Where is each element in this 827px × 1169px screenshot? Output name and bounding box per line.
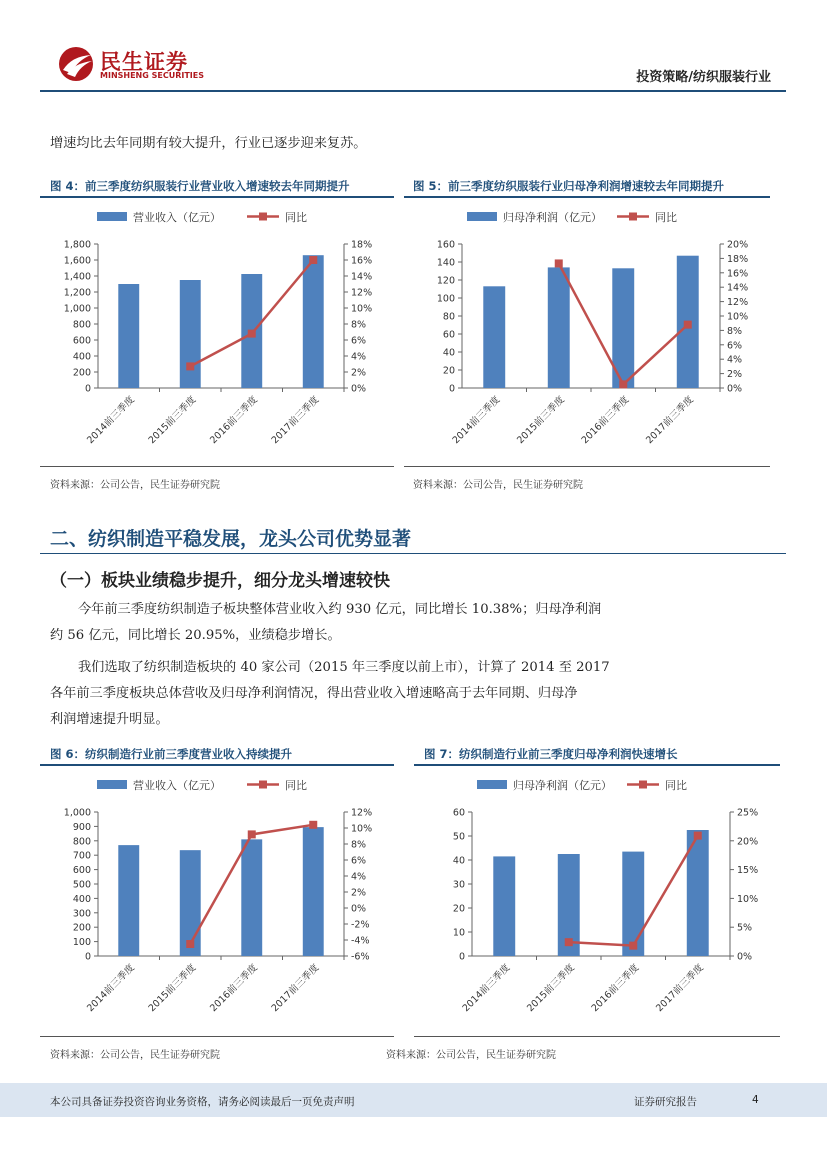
para2-line3: 利润增速提升明显。 bbox=[50, 712, 169, 727]
y-tick-label: 200 bbox=[72, 922, 91, 934]
y-tick-label: 500 bbox=[72, 879, 91, 891]
y-tick-label: 160 bbox=[436, 239, 455, 251]
para2-line2: 各年前三季度板块总体营收及归母净利润情况，得出营业收入增速略高于去年同期、归母净 bbox=[50, 686, 578, 701]
section-heading-rule bbox=[40, 553, 786, 554]
x-tick-label: 2016前三季度 bbox=[208, 962, 260, 1015]
bar bbox=[493, 856, 515, 956]
company-logo bbox=[58, 44, 208, 84]
y-tick-label: 1,400 bbox=[63, 271, 91, 283]
y-tick-label: 80 bbox=[442, 311, 455, 323]
y2-tick-label: 0% bbox=[351, 903, 367, 915]
legend-bar-swatch bbox=[477, 780, 507, 789]
yoy-point bbox=[565, 938, 573, 946]
y-tick-label: 400 bbox=[72, 893, 91, 905]
y-tick-label: 600 bbox=[72, 865, 91, 877]
y2-tick-label: 10% bbox=[351, 823, 373, 835]
y2-tick-label: 5% bbox=[737, 922, 753, 934]
footer-disclaimer: 本公司具备证券投资咨询业务资格，请务必阅读最后一页免责声明 bbox=[50, 1096, 355, 1108]
yoy-point bbox=[186, 940, 194, 948]
legend-bar-swatch bbox=[97, 780, 127, 789]
y-tick-label: 20 bbox=[442, 365, 455, 377]
x-tick-label: 2017前三季度 bbox=[644, 394, 696, 447]
y-tick-label: 200 bbox=[72, 367, 91, 379]
header-section-label: 投资策略/纺织服装行业 bbox=[636, 70, 771, 85]
x-tick-label: 2014前三季度 bbox=[85, 394, 137, 447]
legend-bar-swatch bbox=[97, 212, 127, 221]
y2-tick-label: 25% bbox=[737, 807, 759, 819]
fig5-bottom-rule bbox=[404, 466, 770, 467]
y2-tick-label: -2% bbox=[351, 919, 370, 931]
header-divider bbox=[40, 90, 786, 92]
x-tick-label: 2014前三季度 bbox=[460, 962, 513, 1015]
y2-tick-label: 4% bbox=[351, 871, 367, 883]
y-tick-label: 0 bbox=[448, 383, 455, 395]
legend-bar-label: 营业收入（亿元） bbox=[133, 779, 221, 792]
y-tick-label: 0 bbox=[458, 951, 465, 963]
y2-tick-label: 14% bbox=[727, 282, 749, 294]
y2-tick-label: 16% bbox=[727, 268, 749, 280]
y-tick-label: 800 bbox=[72, 319, 91, 331]
legend-line-label: 同比 bbox=[665, 779, 687, 792]
legend-line-marker bbox=[259, 781, 267, 789]
legend-bar-label: 营业收入（亿元） bbox=[133, 211, 221, 224]
y-tick-label: 600 bbox=[72, 335, 91, 347]
bar bbox=[118, 845, 139, 956]
y2-tick-label: 8% bbox=[351, 319, 367, 331]
y2-tick-label: 16% bbox=[351, 255, 373, 267]
y2-tick-label: 0% bbox=[737, 951, 753, 963]
y-tick-label: 1,000 bbox=[63, 303, 91, 315]
fig7-source: 资料来源：公司公告，民生证券研究院 bbox=[386, 1050, 556, 1061]
y2-tick-label: 18% bbox=[727, 253, 749, 265]
x-tick-label: 2015前三季度 bbox=[146, 962, 199, 1015]
x-tick-label: 2017前三季度 bbox=[269, 962, 322, 1015]
legend-line-label: 同比 bbox=[285, 211, 307, 224]
legend-bar-label: 归母净利润（亿元） bbox=[513, 779, 612, 792]
x-tick-label: 2016前三季度 bbox=[589, 962, 642, 1015]
y-tick-label: 120 bbox=[436, 275, 455, 287]
section-heading: 二、纺织制造平稳发展，龙头公司优势显著 bbox=[50, 528, 412, 550]
y2-tick-label: 0% bbox=[727, 383, 743, 395]
para1-line2: 约 56 亿元，同比增长 20.95%，业绩稳步增长。 bbox=[50, 628, 341, 643]
fig4-title: 图 4：前三季度纺织服装行业营业收入增速较去年同期提升 bbox=[50, 179, 350, 193]
y-tick-label: 1,000 bbox=[63, 807, 91, 819]
x-tick-label: 2017前三季度 bbox=[654, 962, 706, 1015]
y-tick-label: 140 bbox=[436, 257, 455, 269]
bar bbox=[303, 255, 324, 388]
legend-bar-label: 归母净利润（亿元） bbox=[503, 211, 602, 224]
yoy-point bbox=[309, 256, 317, 264]
y2-tick-label: 12% bbox=[351, 287, 373, 299]
bar bbox=[241, 839, 262, 956]
y-tick-label: 400 bbox=[72, 351, 91, 363]
yoy-point bbox=[629, 942, 637, 950]
bar bbox=[622, 852, 644, 956]
y2-tick-label: 18% bbox=[351, 239, 373, 251]
bar bbox=[483, 286, 505, 388]
y2-tick-label: 12% bbox=[727, 297, 749, 309]
y2-tick-label: 4% bbox=[351, 351, 367, 363]
x-tick-label: 2016前三季度 bbox=[579, 394, 632, 447]
bar bbox=[548, 267, 570, 388]
yoy-point bbox=[555, 259, 563, 267]
y2-tick-label: -4% bbox=[351, 935, 370, 947]
yoy-point bbox=[186, 362, 194, 370]
para1-line1: 今年前三季度纺织制造子板块整体营业收入约 930 亿元，同比增长 10.38%；归母净利润 bbox=[78, 602, 602, 617]
y-tick-label: 1,800 bbox=[63, 239, 91, 251]
y-tick-label: 40 bbox=[442, 347, 455, 359]
fig7-title: 图 7：纺织制造行业前三季度归母净利润快速增长 bbox=[424, 747, 678, 761]
legend-line-label: 同比 bbox=[285, 779, 307, 792]
fig6-source: 资料来源：公司公告，民生证券研究院 bbox=[50, 1050, 220, 1061]
fig5-title: 图 5：前三季度纺织服装行业归母净利润增速较去年同期提升 bbox=[413, 179, 725, 193]
y2-tick-label: 10% bbox=[727, 311, 749, 323]
fig6-title: 图 6：纺织制造行业前三季度营业收入持续提升 bbox=[50, 747, 293, 761]
x-tick-label: 2015前三季度 bbox=[515, 394, 567, 447]
y-tick-label: 50 bbox=[452, 831, 465, 843]
y-tick-label: 40 bbox=[452, 855, 465, 867]
y-tick-label: 1,600 bbox=[63, 255, 91, 267]
y2-tick-label: 20% bbox=[727, 239, 749, 251]
yoy-point bbox=[248, 330, 256, 338]
y2-tick-label: 2% bbox=[351, 887, 367, 899]
page-number: 4 bbox=[752, 1094, 759, 1106]
y-tick-label: 20 bbox=[452, 903, 465, 915]
fig7-chart bbox=[414, 766, 780, 1034]
logo-emblem-icon bbox=[58, 46, 96, 82]
y2-tick-label: 15% bbox=[737, 865, 759, 877]
y-tick-label: 700 bbox=[72, 850, 91, 862]
y2-tick-label: 14% bbox=[351, 271, 373, 283]
x-tick-label: 2016前三季度 bbox=[208, 394, 260, 447]
yoy-point bbox=[619, 380, 627, 388]
fig4-bottom-rule bbox=[40, 466, 394, 467]
y-tick-label: 100 bbox=[72, 937, 91, 949]
y2-tick-label: 8% bbox=[351, 839, 367, 851]
bar bbox=[303, 827, 324, 956]
legend-bar-swatch bbox=[467, 212, 497, 221]
y2-tick-label: 10% bbox=[351, 303, 373, 315]
y-tick-label: 60 bbox=[452, 807, 465, 819]
para2-line1: 我们选取了纺织制造板块的 40 家公司（2015 年三季度以前上市），计算了 2014 至 2017 bbox=[78, 660, 610, 675]
yoy-point bbox=[309, 821, 317, 829]
y2-tick-label: 20% bbox=[737, 836, 759, 848]
logo-text-en: MINSHENG SECURITIES bbox=[100, 71, 204, 80]
y-tick-label: 10 bbox=[452, 927, 465, 939]
y2-tick-label: 0% bbox=[351, 383, 367, 395]
x-tick-label: 2015前三季度 bbox=[525, 962, 577, 1015]
bar bbox=[180, 280, 201, 388]
yoy-point bbox=[248, 830, 256, 838]
logo-text-cn: 民生证券 bbox=[100, 50, 188, 74]
legend-line-marker bbox=[259, 213, 267, 221]
x-tick-label: 2014前三季度 bbox=[85, 962, 137, 1015]
y-tick-label: 60 bbox=[442, 329, 455, 341]
y-tick-label: 0 bbox=[84, 951, 91, 963]
y2-tick-label: 2% bbox=[727, 369, 743, 381]
fig4-source: 资料来源：公司公告，民生证券研究院 bbox=[50, 480, 220, 491]
fig6-bottom-rule bbox=[40, 1036, 394, 1037]
x-tick-label: 2015前三季度 bbox=[146, 394, 199, 447]
y-tick-label: 1,200 bbox=[63, 287, 91, 299]
y2-tick-label: 10% bbox=[737, 893, 759, 905]
legend-line-label: 同比 bbox=[655, 211, 677, 224]
x-tick-label: 2017前三季度 bbox=[269, 394, 322, 447]
fig5-chart bbox=[404, 198, 770, 466]
yoy-point bbox=[684, 321, 692, 329]
y-tick-label: 0 bbox=[84, 383, 91, 395]
legend-line-marker bbox=[639, 781, 647, 789]
y2-tick-label: 12% bbox=[351, 807, 373, 819]
y2-tick-label: 8% bbox=[727, 325, 743, 337]
y2-tick-label: 4% bbox=[727, 354, 743, 366]
legend-line-marker bbox=[629, 213, 637, 221]
subsection-heading: （一）板块业绩稳步提升，细分龙头增速较快 bbox=[50, 571, 390, 591]
y2-tick-label: 6% bbox=[351, 855, 367, 867]
y-tick-label: 800 bbox=[72, 836, 91, 848]
footer-report-type: 证券研究报告 bbox=[634, 1096, 697, 1108]
x-tick-label: 2014前三季度 bbox=[450, 394, 503, 447]
y-tick-label: 30 bbox=[452, 879, 465, 891]
intro-paragraph: 增速均比去年同期有较大提升，行业已逐步迎来复苏。 bbox=[50, 136, 367, 151]
bar bbox=[118, 284, 139, 388]
y-tick-label: 100 bbox=[436, 293, 455, 305]
fig6-chart bbox=[40, 766, 394, 1034]
y2-tick-label: 2% bbox=[351, 367, 367, 379]
fig4-chart bbox=[40, 198, 394, 466]
fig5-source: 资料来源：公司公告，民生证券研究院 bbox=[413, 480, 583, 491]
fig7-bottom-rule bbox=[414, 1036, 780, 1037]
yoy-point bbox=[694, 832, 702, 840]
y2-tick-label: -6% bbox=[351, 951, 370, 963]
y2-tick-label: 6% bbox=[351, 335, 367, 347]
y-tick-label: 300 bbox=[72, 908, 91, 920]
y-tick-label: 900 bbox=[72, 821, 91, 833]
y2-tick-label: 6% bbox=[727, 340, 743, 352]
